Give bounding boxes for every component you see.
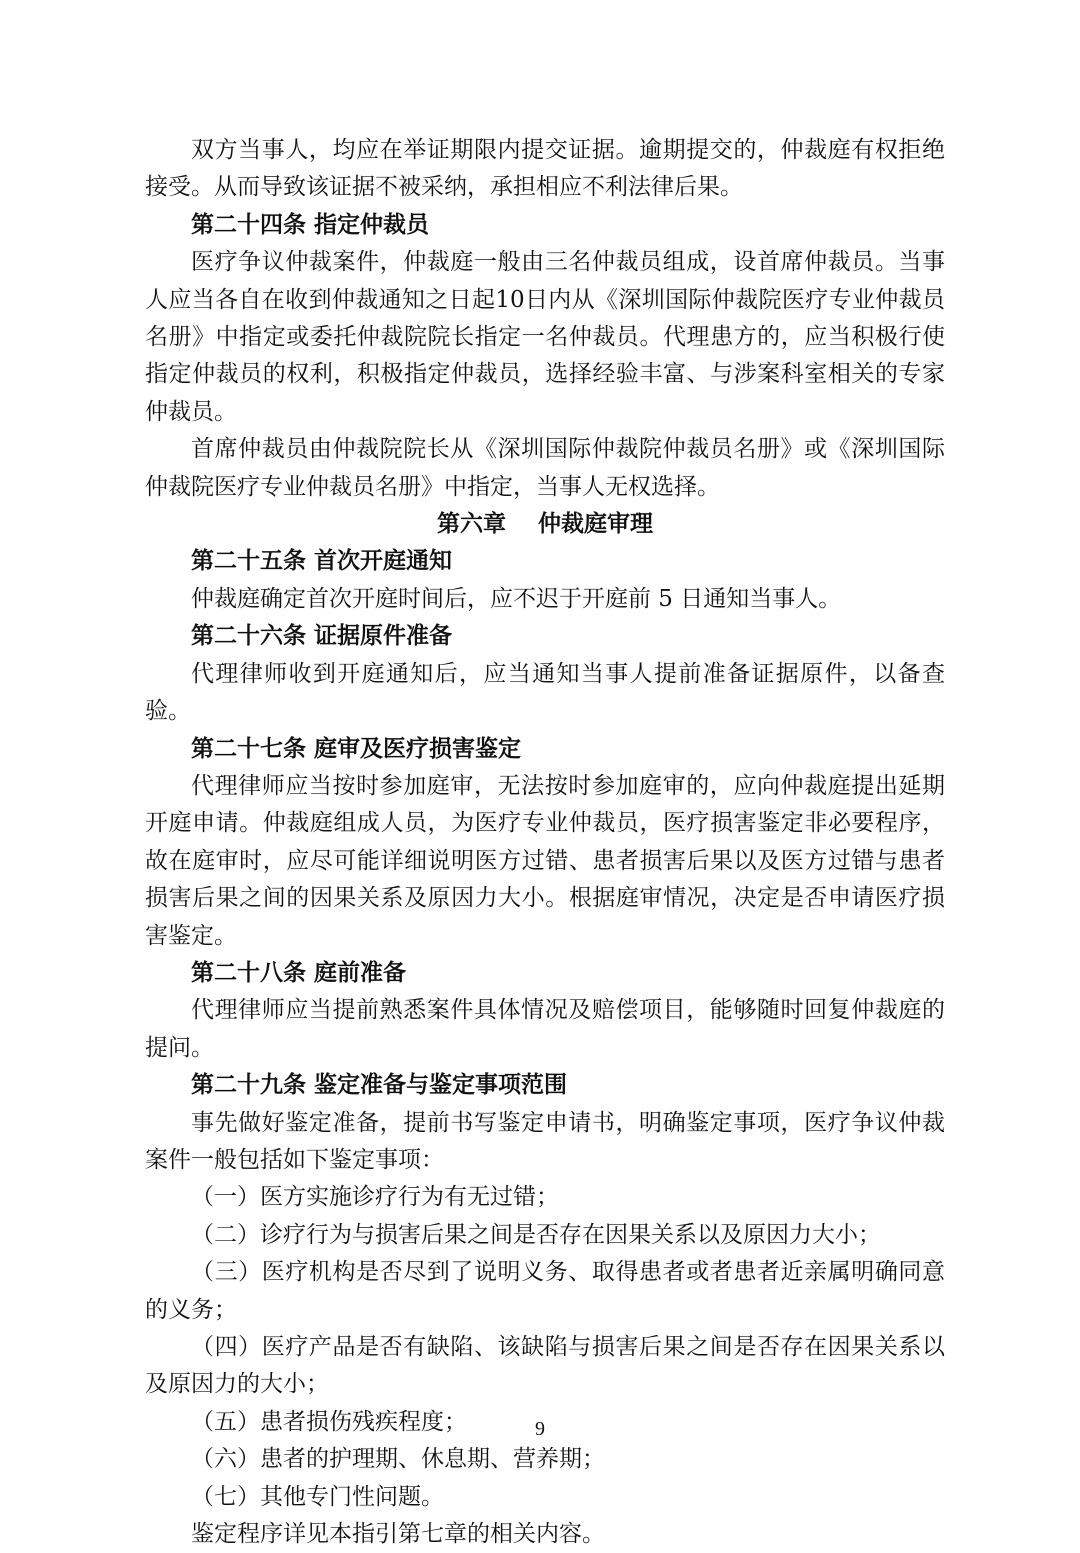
article-26-heading: 第二十六条 证据原件准备 [191, 623, 453, 650]
document-page [145, 132, 945, 1553]
list-item-6: （六）患者的护理期、休息期、营养期； [191, 1446, 605, 1473]
chapter-6-heading: 第六章 仲裁庭审理 [436, 511, 654, 538]
paragraph-arbitrator-composition: 医疗争议仲裁案件，仲裁庭一般由三名仲裁员组成，设首席仲裁员。当事人应当各自在收到仲裁通知之日起10日内从《深圳国际仲裁院医疗专业仲裁员名册》中指定或委托仲裁院院长指定一名仲裁员。代理患方的，应当积极行使指定仲裁员的权利，积极指定仲裁员，选择经验丰富、与涉案科室相关的专家仲裁员。 [145, 249, 945, 425]
list-item-4: （四）医疗产品是否有缺陷、该缺陷与损害后果之间是否存在因果关系以及原因力的大小； [145, 1334, 945, 1398]
paragraph-hearing-and-appraisal: 代理律师应当按时参加庭审，无法按时参加庭审的，应向仲裁庭提出延期开庭申请。仲裁庭组成人员，为医疗专业仲裁员，医疗损害鉴定非必要程序，故在庭审时，应尽可能详细说明医方过错、患者损害后果以及医方过错与患者损害后果之间的因果关系及原因力大小。根据庭审情况，决定是否申请医疗损害鉴定。 [145, 772, 945, 949]
article-25-heading: 第二十五条 首次开庭通知 [191, 548, 453, 575]
paragraph-evidence-deadline: 双方当事人，均应在举证期限内提交证据。逾期提交的，仲裁庭有权拒绝接受。从而导致该证据不被采纳，承担相应不利法律后果。 [145, 137, 945, 201]
list-item-7: （七）其他专门性问题。 [191, 1483, 444, 1510]
article-24-heading: 第二十四条 指定仲裁员 [191, 211, 430, 238]
list-item-3: （三）医疗机构是否尽到了说明义务、取得患者或者患者近亲属明确同意的义务； [145, 1259, 945, 1323]
list-item-5: （五）患者损伤残疾程度； [191, 1408, 467, 1435]
paragraph-original-evidence: 代理律师收到开庭通知后，应当通知当事人提前准备证据原件，以备查验。 [145, 660, 945, 725]
article-29-heading: 第二十九条 鉴定准备与鉴定事项范围 [191, 1072, 568, 1099]
page-number: 9 [535, 1418, 545, 1440]
list-item-1: （一）医方实施诊疗行为有无过错； [191, 1184, 559, 1211]
paragraph-presiding-arbitrator: 首席仲裁员由仲裁院院长从《深圳国际仲裁院仲裁员名册》或《深圳国际仲裁院医疗专业仲裁员名册》中指定，当事人无权选择。 [145, 436, 945, 500]
paragraph-first-hearing-notice: 仲裁庭确定首次开庭时间后，应不迟于开庭前 5 日通知当事人。 [191, 585, 842, 612]
paragraph-appraisal-preparation: 事先做好鉴定准备，提前书写鉴定申请书，明确鉴定事项，医疗争议仲裁案件一般包括如下鉴定事项： [145, 1109, 945, 1173]
list-item-2: （二）诊疗行为与损害后果之间是否存在因果关系以及原因力大小； [191, 1221, 881, 1248]
article-28-heading: 第二十八条 庭前准备 [191, 959, 407, 986]
article-27-heading: 第二十七条 庭审及医疗损害鉴定 [191, 735, 522, 762]
paragraph-appraisal-procedure-reference: 鉴定程序详见本指引第七章的相关内容。 [191, 1521, 605, 1548]
paragraph-pre-hearing-preparation: 代理律师应当提前熟悉案件具体情况及赔偿项目，能够随时回复仲裁庭的提问。 [145, 997, 945, 1061]
